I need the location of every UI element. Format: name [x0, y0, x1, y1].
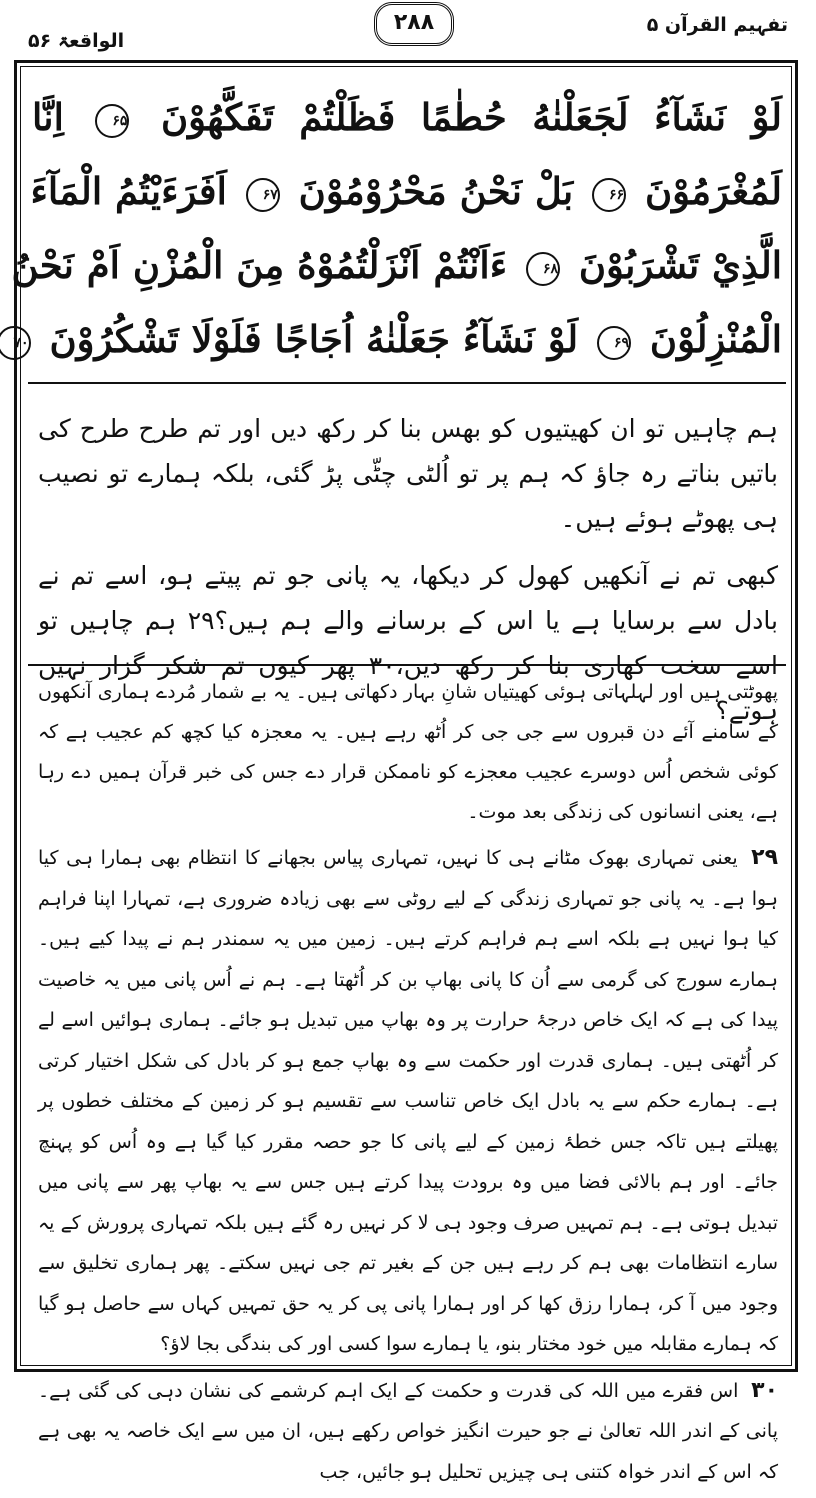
footnote-text: یعنی تمہاری بھوک مٹانے ہی کا نہیں، تمہاری پیاس بجھانے کا انتظام بھی ہمارا ہی کیا ہوا ہے۔ یہ پانی جو تمہاری زندگی کے لیے روٹی سے بھی زیادہ ضروری ہے، تمہارا اپنا فراہم کیا ہوا نہیں ہے بلکہ اسے ہم فراہم کرتے ہیں۔ زمین میں یہ سمندر ہم نے پیدا کیے ہیں۔ ہمارے سورج کی گرمی سے اُن کا پانی بھاپ بن کر اُٹھتا ہے۔ ہم نے اُس پانی میں یہ خاصیت پیدا کی ہے کہ ایک خاص درجۂ حرارت پر وہ بھاپ میں تبدیل ہو جائے۔ ہماری ہوائیں اسے لے کر اُٹھتی ہیں۔ ہماری قدرت اور حکمت سے وہ بھاپ جمع ہو کر بادل کی شکل اختیار کرتی ہے۔ ہمارے حکم سے یہ بادل ایک خاص تناسب سے تقسیم ہو کر زمین کے مختلف خطوں پر پھیلتے ہیں تاکہ جس خطۂ زمین کے لیے پانی کا جو حصہ مقرر کیا گیا ہے وہ اُس کو پہنچ جائے۔ اور ہم بالائی فضا میں وہ برودت پیدا کرتے ہیں جس سے یہ بھاپ پھر سے پانی میں تبدیل ہوتی ہے۔ ہم تمہیں صرف وجود ہی لا کر نہیں رہ گئے ہیں بلکہ تمہاری پرورش کے یہ سارے انتظامات بھی ہم کر رہے ہیں جن کے بغیر تم جی نہیں سکتے۔ پھر ہماری تخلیق سے وجود میں آ کر، ہمارا رزق کھا کر اور ہمارا پانی پی کر یہ حق تمہیں کہاں سے حاصل ہو گیا کہ ہمارے مقابلہ میں خود مختار بنو، یا ہمارے سوا کسی اور کی بندگی بجا لاؤ؟ [38, 847, 778, 1355]
footnote-number: ۲۹ [751, 845, 779, 870]
page-number: ۲۸۸ [374, 2, 454, 46]
verse-text: لَوْ نَشَآءُ جَعَلْنٰهُ اُجَاجًا فَلَوْلَا تَشْكُرُوْنَ [49, 317, 579, 361]
translation-paragraph: ہم چاہیں تو ان کھیتیوں کو بھس بنا کر رکھ دیں اور تم طرح طرح کی باتیں بناتے رہ جاؤ کہ ہم پر تو اُلٹی چٹّی پڑ گئی، بلکہ ہمارے تو نصیب ہی پھوٹے ہوئے ہیں۔ [38, 414, 778, 533]
footnote-number: ۳۰ [751, 1377, 778, 1403]
footnote [38, 1371, 778, 1493]
footnotes [38, 672, 778, 1498]
verse-line [32, 80, 782, 154]
surah-reference: الواقعۃ ۵۶ [28, 30, 125, 52]
footnote [38, 672, 778, 832]
footnote-text: اس فقرے میں اللہ کی قدرت و حکمت کے ایک اہم کرشمے کی نشان دہی کی گئی ہے۔ پانی کے اندر اللہ تعالیٰ نے جو حیرت انگیز خواص رکھے ہیں، ان میں سے ایک خاصہ یہ بھی ہے کہ اس کے اندر خواہ کتنی ہی چیزیں تحلیل ہو جائیں، جب [38, 1379, 778, 1483]
translation-paragraph: کبھی تم نے آنکھیں کھول کر دیکھا، یہ پانی جو تم پیتے ہو، اسے تم نے بادل سے برسایا ہے یا اس کے برسانے والے ہم ہیں؟۲۹ ہم چاہیں تو اسے سخت کھاری بنا کر رکھ دیں،۳۰ پھر کیوں تم شکر گزار نہیں ہوتے؟ [38, 561, 779, 725]
verse-text: لَمُغْرَمُوْنَ [644, 169, 782, 213]
verse-number: ۶۷ [246, 178, 280, 212]
verse-text: اَفَرَءَيْتُمُ الْمَآءَ [30, 169, 227, 213]
verse-line [11, 228, 782, 302]
verse-number: ۶۶ [592, 178, 626, 212]
arabic-verses [11, 80, 782, 378]
footnote-text: پھوٹتی ہیں اور لہلہاتی ہوئی کھیتیاں شانِ بہار دکھاتی ہیں۔ یہ بے شمار مُردے ہماری آنکھوں کے سامنے آئے دن قبروں سے جی جی کر اُٹھ رہے ہیں۔ یہ معجزہ کیا کچھ کم عجیب ہے کہ کوئی شخص اُس دوسرے عجیب معجزے کو ناممکن قرار دے جس کی خبر قرآن ہمیں دے رہا ہے، یعنی انسانوں کی زندگی بعد موت۔ [38, 681, 778, 823]
page-header [14, 0, 804, 62]
verse-line [32, 154, 782, 228]
footnote [38, 838, 778, 1365]
verse-line [13, 302, 782, 376]
verse-text: لَوْ نَشَآءُ لَجَعَلْنٰهُ حُطٰمًا فَظَلْتُمْ تَفَكَّهُوْنَ [160, 95, 782, 139]
verse-text: الَّذِيْ تَشْرَبُوْنَ [578, 243, 782, 287]
book-title: تفہیم القرآن ۵ [646, 14, 788, 36]
verse-text: بَلْ نَحْنُ مَحْرُوْمُوْنَ [298, 169, 574, 213]
verse-text: ءَاَنْتُمْ اَنْزَلْتُمُوْهُ مِنَ الْمُزْنِ اَمْ نَحْنُ [11, 243, 508, 287]
verse-number: ۶۵ [95, 104, 129, 138]
verse-number: ۶۹ [597, 326, 631, 360]
page [11, 0, 804, 1483]
section-divider [28, 382, 786, 384]
verse-number: ۷۰ [0, 326, 31, 360]
verse-text: الْمُنْزِلُوْنَ [649, 317, 782, 361]
section-divider [28, 664, 786, 666]
verse-number: ۶۸ [526, 252, 560, 286]
verse-text: اِنَّا [32, 95, 64, 139]
